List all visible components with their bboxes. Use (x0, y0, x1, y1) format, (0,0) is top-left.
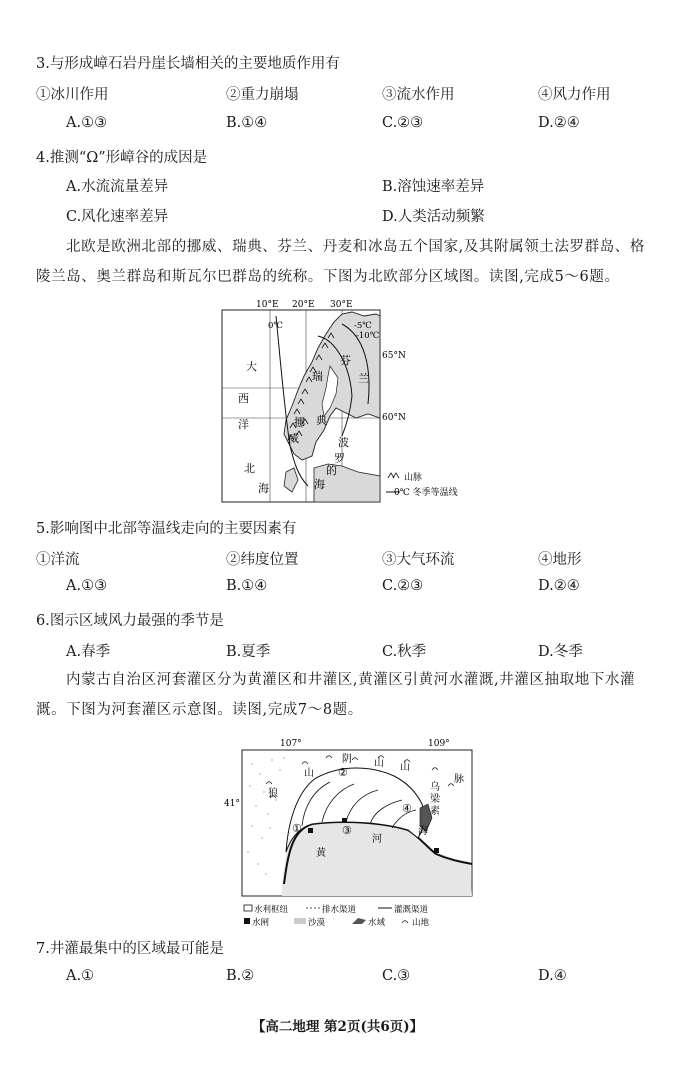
q4-choice-d: D.人类活动频繁 (382, 209, 485, 225)
map2-label-yinshan-3: 山 (400, 762, 410, 773)
map2-region-4: ④ (402, 802, 412, 815)
map2-legend-gate: 水闸 (252, 918, 270, 926)
map2-label-huanghe-2: 河 (372, 834, 382, 845)
q5-choice-d: D.②④ (538, 578, 580, 594)
map1-label-atlantic-1: 大 (246, 360, 257, 373)
map1-label-northsea-1: 北 (244, 462, 255, 475)
q5-item-4: ④地形 (538, 552, 582, 568)
q5-item-3: ③大气环流 (382, 552, 455, 568)
map2-legend-desert: 沙漠 (308, 918, 326, 926)
map2-label-wuliang-1: 乌 (430, 782, 440, 793)
map2-label-wuliang-4: 海 (418, 826, 428, 837)
map2-legend-hub: 水利枢纽 (254, 905, 289, 915)
map1-lon-10: 10°E (256, 300, 279, 310)
q6-choice-c: C.秋季 (382, 644, 427, 660)
q3-choice-b: B.①④ (226, 115, 268, 131)
map2-label-wuliang-3: 素 (430, 806, 440, 817)
q3-choice-d: D.②④ (538, 115, 580, 131)
map2-lon-107: 107° (280, 739, 302, 749)
map2-label-langshan-1: 山 (304, 768, 314, 779)
map1-label-baltic-3: 的 (326, 464, 337, 477)
map2-region-3: ③ (342, 824, 352, 837)
map2-label-yinshan-2: 山 (374, 758, 384, 769)
map1-iso-m10: -10℃ (356, 331, 380, 341)
map2-label-wuliang-2: 梁 (430, 794, 440, 805)
q5-item-1: ①洋流 (36, 552, 80, 568)
q7-choice-a: A.① (66, 968, 95, 984)
q3-item-2: ②重力崩塌 (226, 87, 299, 103)
q6-choice-b: B.夏季 (226, 644, 271, 660)
map2-legend-water: 水域 (368, 918, 386, 926)
map2-region-1: ① (292, 822, 302, 835)
q7-choice-d: D.④ (538, 968, 567, 984)
map1-iso-0: 0℃ (268, 321, 283, 331)
q5-choice-a: A.①③ (66, 578, 108, 594)
map1-label-atlantic-3: 洋 (238, 418, 249, 431)
map1-label-baltic-4: 海 (314, 478, 325, 491)
nordic-map (218, 296, 480, 508)
map2-lon-109: 109° (428, 739, 450, 749)
map1-label-finland-1: 芬 (340, 354, 351, 367)
map1-lon-30: 30°E (330, 300, 353, 310)
map2-lat-41: 41° (224, 799, 240, 809)
hetao-map (222, 734, 476, 926)
q5-item-2: ②纬度位置 (226, 552, 299, 568)
q6-choice-d: D.冬季 (538, 644, 583, 660)
map2-label-huanghe-1: 黄 (316, 848, 326, 859)
map1-label-atlantic-2: 西 (238, 392, 249, 405)
map2-label-yinshan-4: 脉 (454, 774, 464, 785)
q3-choice-a: A.①③ (66, 115, 108, 131)
q3-item-3: ③流水作用 (382, 87, 455, 103)
passage-hetao: 内蒙古自治区河套灌区分为黄灌区和井灌区,黄灌区引黄河水灌溉,井灌区抽取地下水灌溉。下图为河套灌区示意图。读图,完成7～8题。 (36, 672, 636, 718)
q3-choice-c: C.②③ (382, 115, 424, 131)
map1-lat-60: 60°N (382, 413, 406, 423)
map2-label-langshan-2: 狼 (268, 788, 278, 799)
map2-legend-irrigation: 灌溉渠道 (394, 905, 429, 915)
page-footer: 【高二地理 第2页(共6页)】 (251, 1019, 424, 1035)
q3-item-4: ④风力作用 (538, 87, 611, 103)
map1-label-norway-1: 挪 (294, 416, 305, 429)
map1-label-finland-2: 兰 (358, 372, 369, 385)
map1-label-sweden-1: 瑞 (312, 370, 323, 383)
map1-label-baltic-2: 罗 (334, 452, 345, 465)
q4-stem: 4.推测“Ω”形嶂谷的成因是 (36, 150, 208, 166)
q7-stem: 7.井灌最集中的区域最可能是 (36, 941, 224, 957)
q5-stem: 5.影响图中北部等温线走向的主要因素有 (36, 521, 297, 537)
map1-label-sweden-2: 典 (316, 414, 327, 427)
map2-legend-mountain: 山地 (412, 918, 430, 926)
q3-item-1: ①冰川作用 (36, 87, 109, 103)
q3-stem: 3.与形成嶂石岩丹崖长墙相关的主要地质作用有 (36, 56, 340, 72)
passage-nordic: 北欧是欧洲北部的挪威、瑞典、芬兰、丹麦和冰岛五个国家,及其附属领土法罗群岛、格陵兰岛、奥兰群岛和斯瓦尔巴群岛的统称。下图为北欧部分区域图。读图,完成5～6题。 (36, 239, 646, 285)
map2-region-2: ② (338, 766, 348, 779)
map1-label-northsea-2: 海 (258, 482, 269, 495)
map1-iso-m5: -5℃ (354, 321, 372, 331)
q6-choice-a: A.春季 (66, 644, 111, 660)
map1-lat-65: 65°N (382, 351, 406, 361)
map2-label-yinshan-1: 阴 (342, 754, 352, 765)
map1-legend-isotherm: 0℃ 冬季等温线 (394, 488, 458, 498)
q4-choice-c: C.风化速率差异 (66, 209, 169, 225)
q5-choice-b: B.①④ (226, 578, 268, 594)
q4-choice-a: A.水流流量差异 (66, 179, 169, 195)
q6-stem: 6.图示区域风力最强的季节是 (36, 613, 224, 629)
map1-lon-20: 20°E (292, 300, 315, 310)
map1-label-baltic-1: 波 (338, 436, 349, 449)
q7-choice-b: B.② (226, 968, 255, 984)
map1-label-norway-2: 威 (288, 432, 299, 445)
q7-choice-c: C.③ (382, 968, 411, 984)
q5-choice-c: C.②③ (382, 578, 424, 594)
map2-legend-drain: 排水渠道 (322, 905, 357, 915)
q4-choice-b: B.溶蚀速率差异 (382, 179, 485, 195)
map1-legend-mountain: 山脉 (404, 473, 423, 483)
